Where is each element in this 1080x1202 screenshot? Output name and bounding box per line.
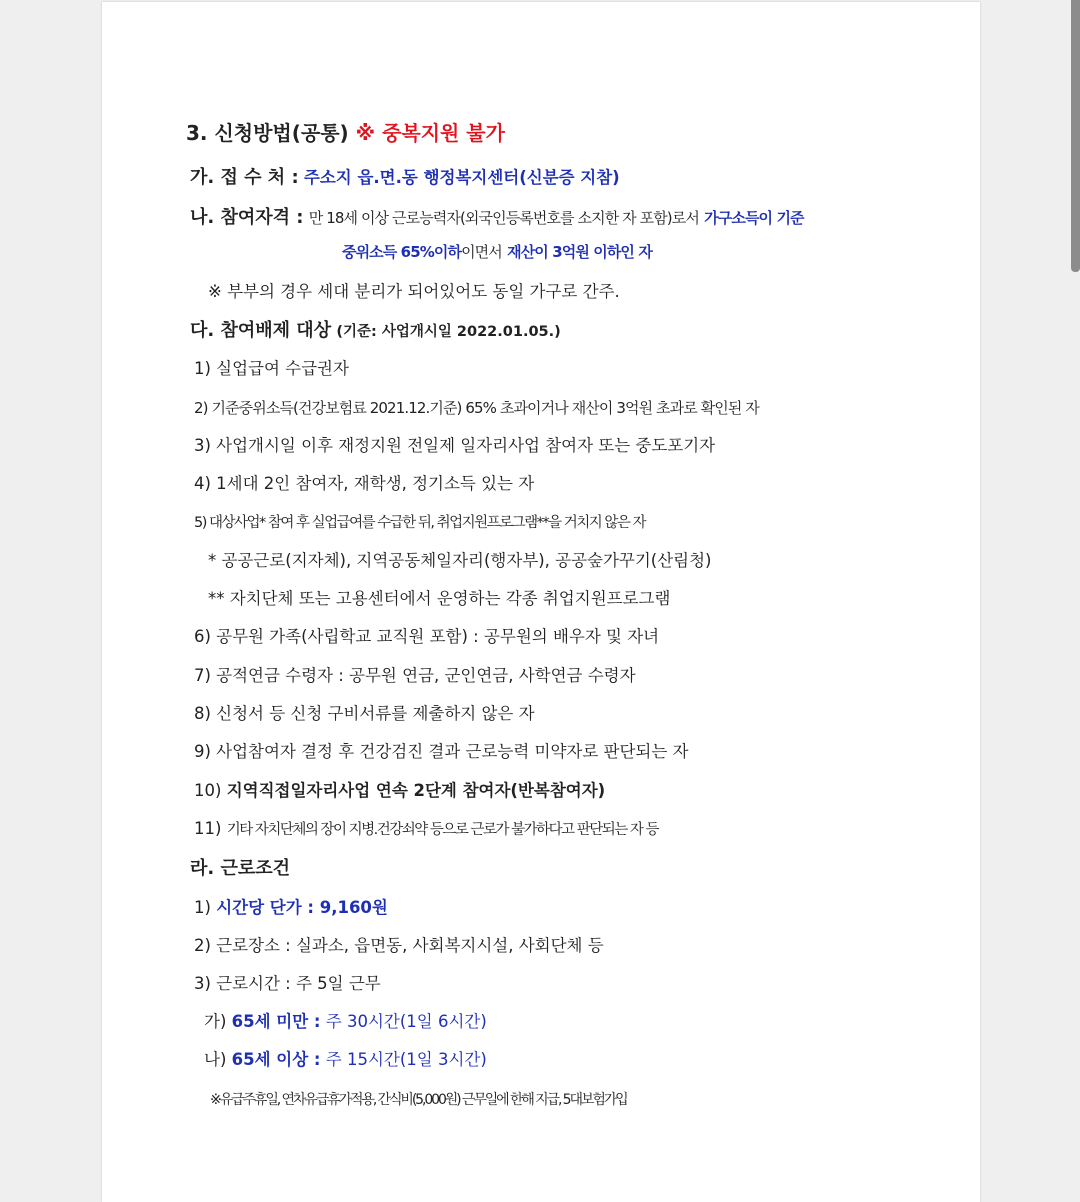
da-heading bbox=[190, 320, 561, 343]
da-item-2: 2) 기준중위소득(건강보험료 2021.12.기준) 65% 초과이거나 재산이 3억원 초과로 확인된 자 bbox=[194, 399, 759, 417]
ra-item-1-num: 1) bbox=[194, 898, 211, 917]
ra-item-2: 2) 근로장소 : 실과소, 읍면동, 사회복지시설, 사회단체 등 bbox=[194, 936, 604, 955]
da-item-10 bbox=[194, 780, 605, 802]
da-item-4: 4) 1세대 2인 참여자, 재학생, 정기소득 있는 자 bbox=[194, 474, 535, 493]
na-line-1 bbox=[190, 207, 804, 229]
ga-label: 가. 접 수 처 : bbox=[190, 167, 299, 188]
ra-sub-na-text: 주 15시간(1일 3시간) bbox=[325, 1050, 487, 1069]
ra-sub-ga-num: 가) bbox=[204, 1012, 227, 1031]
ga-text: 주소지 읍.면.동 행정복지센터(신분증 지참) bbox=[303, 168, 620, 187]
da-item-1: 1) 실업급여 수급권자 bbox=[194, 359, 349, 378]
na-text-2-blue-2: 재산이 3억원 이하인 자 bbox=[507, 243, 652, 261]
ra-sub-na bbox=[204, 1049, 487, 1071]
da-item-5: 5) 대상사업* 참여 후 실업급여를 수급한 뒤, 취업지원프로그램**을 거치지 않은 자 bbox=[194, 515, 646, 531]
ra-item-1-text: 시간당 단가 : 9,160원 bbox=[216, 898, 388, 917]
da-basis: (기준: 사업개시일 2022.01.05.) bbox=[336, 324, 561, 340]
scrollbar-thumb[interactable] bbox=[1071, 0, 1080, 272]
na-text-2-blue-1: 중위소득 65%이하 bbox=[342, 243, 462, 261]
da-item-8: 8) 신청서 등 신청 구비서류를 제출하지 않은 자 bbox=[194, 704, 535, 723]
da-item-7: 7) 공적연금 수령자 : 공무원 연금, 군인연금, 사학연금 수령자 bbox=[194, 666, 636, 685]
da-item-9: 9) 사업참여자 결정 후 건강검진 결과 근로능력 미약자로 판단되는 자 bbox=[194, 742, 689, 761]
na-label: 나. 참여자격 : bbox=[190, 207, 304, 228]
ra-sub-na-bold: 65세 이상 : bbox=[231, 1050, 321, 1069]
ra-note: ※유급주휴일, 연차유급휴가적용, 간식비(5,000원) 근무일에 한해 지급, 5대보험가입 bbox=[210, 1092, 627, 1108]
da-item-3: 3) 사업개시일 이후 재정지원 전일제 일자리사업 참여자 또는 중도포기자 bbox=[194, 436, 716, 455]
section-title: 3. 신청방법(공통) bbox=[186, 121, 349, 145]
ra-sub-ga-text: 주 30시간(1일 6시간) bbox=[325, 1012, 487, 1031]
da-item-11-text: 기타 자치단체의 장이 지병.건강쇠약 등으로 근로가 불가하다고 판단되는 자 등 bbox=[226, 822, 658, 838]
da-item-5-note-1: * 공공근로(지자체), 지역공동체일자리(행자부), 공공숲가꾸기(산림청) bbox=[208, 551, 712, 570]
duplicate-warning: ※ 중복지원 불가 bbox=[355, 121, 505, 145]
na-line-2 bbox=[342, 241, 652, 263]
ga-line bbox=[190, 167, 620, 189]
na-text-2-mid: 이면서 bbox=[461, 243, 502, 261]
ra-item-3: 3) 근로시간 : 주 5일 근무 bbox=[194, 974, 381, 993]
ra-sub-na-num: 나) bbox=[204, 1050, 227, 1069]
ra-sub-ga bbox=[204, 1011, 487, 1033]
na-text-1: 만 18세 이상 근로능력자(외국인등록번호를 소지한 자 포함)로서 bbox=[308, 209, 699, 227]
da-item-11 bbox=[194, 818, 658, 841]
da-title: 다. 참여배제 대상 bbox=[190, 320, 332, 341]
da-item-10-text: 지역직접일자리사업 연속 2단계 참여자(반복참여자) bbox=[226, 781, 606, 800]
section-heading bbox=[186, 120, 505, 146]
da-item-10-num: 10) bbox=[194, 781, 222, 800]
da-item-6: 6) 공무원 가족(사립학교 교직원 포함) : 공무원의 배우자 및 자녀 bbox=[194, 627, 660, 646]
ra-item-1 bbox=[194, 897, 388, 919]
document-page bbox=[102, 2, 980, 1202]
na-text-1-blue: 가구소득이 기준 bbox=[704, 209, 804, 227]
da-item-11-num: 11) bbox=[194, 819, 222, 838]
ra-title: 라. 근로조건 bbox=[190, 858, 291, 879]
ra-sub-ga-bold: 65세 미만 : bbox=[231, 1012, 321, 1031]
da-item-5-note-2: ** 자치단체 또는 고용센터에서 운영하는 각종 취업지원프로그램 bbox=[208, 589, 671, 608]
na-note: ※ 부부의 경우 세대 분리가 되어있어도 동일 가구로 간주. bbox=[208, 282, 620, 301]
